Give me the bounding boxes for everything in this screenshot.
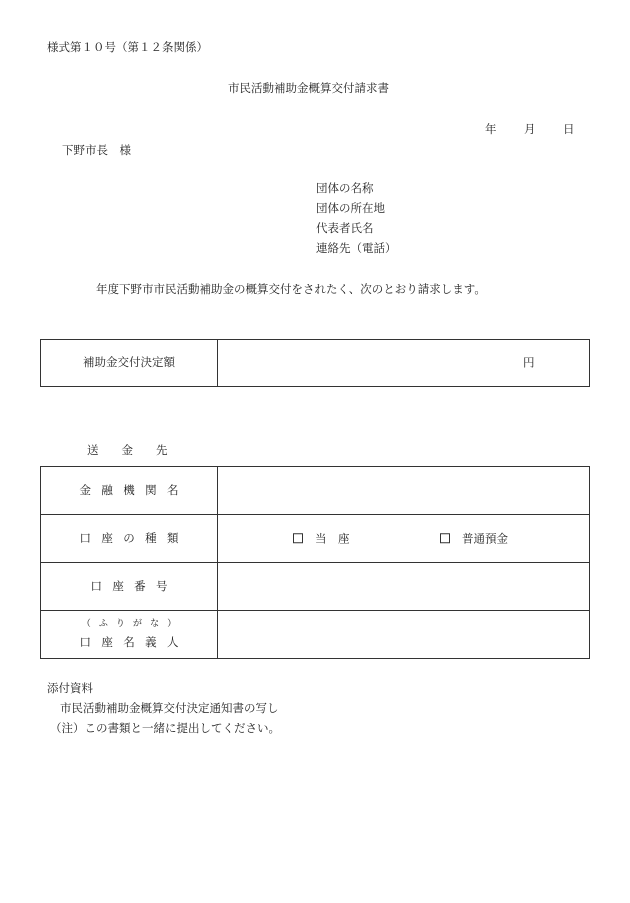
checkbox-icon[interactable] bbox=[293, 533, 303, 543]
account-number-field[interactable] bbox=[218, 563, 590, 611]
form-title: 市民活動補助金概算交付請求書 bbox=[228, 81, 389, 95]
account-holder-label: 口座名義人 bbox=[79, 635, 189, 650]
attachment-note: （注）この書類と一緒に提出してください。 bbox=[50, 721, 280, 735]
date-year-label: 年 bbox=[485, 122, 497, 136]
amount-table bbox=[40, 339, 590, 387]
bank-name-field[interactable] bbox=[218, 467, 590, 515]
remittance-heading: 送 金 先 bbox=[87, 443, 168, 457]
group-address-label: 団体の所在地 bbox=[316, 201, 385, 215]
contact-label: 連絡先（電話） bbox=[316, 241, 397, 255]
date-day-label: 日 bbox=[563, 122, 575, 136]
bank-label: 金融機関名 bbox=[79, 482, 189, 497]
account-type-field bbox=[218, 515, 590, 563]
account-number-label-cell bbox=[41, 563, 218, 611]
attachment-item: 市民活動補助金概算交付決定通知書の写し bbox=[60, 701, 279, 715]
attachments-heading: 添付資料 bbox=[47, 681, 93, 695]
account-type-option-savings[interactable]: 普通預金 bbox=[440, 533, 508, 545]
remittance-table bbox=[40, 466, 590, 659]
account-holder-field[interactable] bbox=[218, 611, 590, 659]
account-number-label: 口座番号 bbox=[90, 578, 178, 593]
amount-label: 補助金交付決定額 bbox=[41, 340, 218, 387]
request-text: 年度下野市市民活動補助金の概算交付をされたく、次のとおり請求します。 bbox=[96, 282, 486, 296]
representative-label: 代表者氏名 bbox=[316, 221, 374, 235]
account-type-label: 口座の種類 bbox=[79, 530, 189, 545]
checkbox-icon[interactable] bbox=[440, 533, 450, 543]
addressee: 下野市長 様 bbox=[62, 143, 131, 157]
form-number: 様式第１０号（第１２条関係） bbox=[47, 40, 208, 54]
bank-label-cell bbox=[41, 467, 218, 515]
account-type-label-cell bbox=[41, 515, 218, 563]
account-type-option-current[interactable]: 当 座 bbox=[293, 533, 350, 545]
account-holder-label-cell bbox=[41, 611, 218, 659]
yen-unit: 円 bbox=[523, 355, 535, 370]
date-month-label: 月 bbox=[524, 122, 536, 136]
account-holder-kana-label: （ふりがな） bbox=[81, 619, 185, 630]
group-name-label: 団体の名称 bbox=[316, 181, 374, 195]
amount-value-field[interactable] bbox=[218, 340, 590, 387]
